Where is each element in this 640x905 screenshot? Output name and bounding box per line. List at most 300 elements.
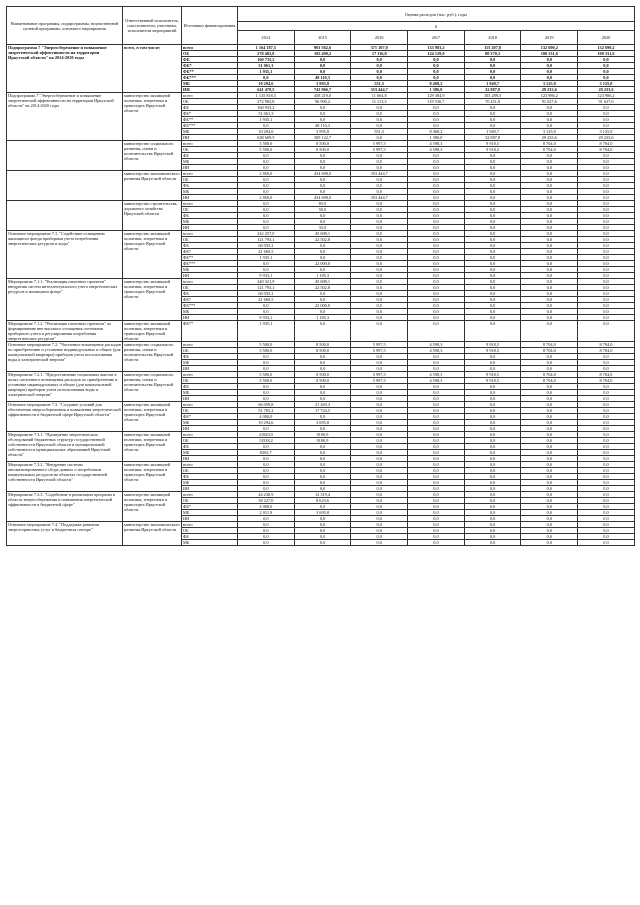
value-cell: 1 949,7 <box>464 129 521 135</box>
value-cell: 0,0 <box>238 201 295 207</box>
value-cell: 0,0 <box>408 153 465 159</box>
value-cell: 0,0 <box>351 360 408 366</box>
value-cell: 0,0 <box>351 201 408 207</box>
value-cell: 0,0 <box>578 303 635 309</box>
header-costs: Оценка расходов (тыс. руб.), годы <box>238 7 635 22</box>
value-cell: 0,0 <box>521 468 578 474</box>
value-cell: 0,0 <box>351 189 408 195</box>
value-cell: 0,0 <box>578 402 635 408</box>
value-cell: 0,0 <box>408 474 465 480</box>
value-cell: 0,0 <box>408 432 465 438</box>
value-cell: 8 704,0 <box>578 342 635 348</box>
value-cell: 458 219,0 <box>294 93 351 99</box>
value-cell: 0,0 <box>521 279 578 285</box>
value-cell: 9 933,1 <box>238 273 295 279</box>
value-cell: 0,0 <box>578 123 635 129</box>
value-cell: 0,0 <box>351 111 408 117</box>
value-cell: 0,0 <box>464 165 521 171</box>
funding-source-cell: ОБ <box>182 468 238 474</box>
value-cell: 0,0 <box>464 279 521 285</box>
value-cell: 0,0 <box>521 261 578 267</box>
program-name-cell <box>7 141 123 171</box>
value-cell: 0,0 <box>408 159 465 165</box>
value-cell: 5 997,5 <box>351 378 408 384</box>
value-cell: 0,0 <box>351 285 408 291</box>
value-cell: 8 623,6 <box>294 498 351 504</box>
value-cell: 0,0 <box>578 291 635 297</box>
value-cell: 0,0 <box>294 63 351 69</box>
value-cell: 0,0 <box>238 426 295 432</box>
value-cell: 0,0 <box>351 219 408 225</box>
value-cell: 0,0 <box>408 366 465 372</box>
value-cell: 901 562,6 <box>294 45 351 51</box>
value-cell: 0,0 <box>351 366 408 372</box>
value-cell: 0,0 <box>351 117 408 123</box>
header-program-name: Наименование программы, подпрограммы, ведомственной целевой программы, основного мероприятия <box>7 7 123 45</box>
value-cell: 0,0 <box>521 201 578 207</box>
funding-source-cell: МБ <box>182 450 238 456</box>
funding-source-cell: МБ <box>182 267 238 273</box>
value-cell: 434 698,0 <box>294 171 351 177</box>
funding-source-cell: МБ <box>182 480 238 486</box>
value-cell: 51 061,3 <box>238 63 295 69</box>
value-cell: 0,0 <box>464 492 521 498</box>
value-cell: 0,0 <box>578 408 635 414</box>
value-cell: 0,0 <box>351 183 408 189</box>
value-cell: 22 502,8 <box>294 285 351 291</box>
value-cell: 66 935,2 <box>238 243 295 249</box>
value-cell: 9 918,5 <box>464 342 521 348</box>
header-source: Источники финансирования <box>182 7 238 45</box>
value-cell: 0,0 <box>408 303 465 309</box>
value-cell: 0,0 <box>351 105 408 111</box>
header-year: 2020 <box>578 31 635 45</box>
value-cell: 0,0 <box>408 444 465 450</box>
value-cell: 0,0 <box>408 249 465 255</box>
value-cell: 0,0 <box>351 231 408 237</box>
value-cell: 0,0 <box>578 279 635 285</box>
value-cell: 0,0 <box>238 183 295 189</box>
value-cell: 0,0 <box>578 420 635 426</box>
value-cell: 0,0 <box>578 432 635 438</box>
value-cell: 0,0 <box>351 135 408 141</box>
funding-source-cell: ИИ <box>182 87 238 93</box>
value-cell: 48 110,3 <box>294 123 351 129</box>
value-cell: 0,0 <box>521 243 578 249</box>
value-cell: 41 660,5 <box>238 297 295 303</box>
value-cell: 0,0 <box>521 390 578 396</box>
value-cell: 0,0 <box>238 189 295 195</box>
value-cell: 0,0 <box>408 498 465 504</box>
value-cell: 1 164 187,5 <box>238 45 295 51</box>
value-cell: 0,0 <box>521 444 578 450</box>
value-cell: 0,0 <box>408 504 465 510</box>
value-cell: 0,0 <box>464 315 521 321</box>
value-cell: 0,0 <box>464 207 521 213</box>
value-cell: 0,0 <box>408 390 465 396</box>
value-cell: 121 793,1 <box>238 237 295 243</box>
funding-source-cell: ФБ <box>182 354 238 360</box>
value-cell: 0,0 <box>351 456 408 462</box>
funding-source-cell: ИИ <box>182 366 238 372</box>
value-cell: 5 997,5 <box>351 147 408 153</box>
value-cell: 0,0 <box>578 366 635 372</box>
header-year: 2014 <box>238 31 295 45</box>
funding-source-cell: ФБ* <box>182 504 238 510</box>
value-cell: 132 690,2 <box>521 45 578 51</box>
value-cell: 4 000,0 <box>238 414 295 420</box>
executor-cell: министерство экономического развития Иркутской области <box>123 522 182 546</box>
value-cell: 0,0 <box>521 321 578 342</box>
value-cell: 0,0 <box>294 297 351 303</box>
value-cell: 22 502,8 <box>294 237 351 243</box>
funding-source-cell: ФБ*** <box>182 75 238 81</box>
funding-source-cell: всего <box>182 342 238 348</box>
value-cell: 8 704,0 <box>578 378 635 384</box>
value-cell: 9 918,5 <box>464 147 521 153</box>
funding-source-cell: МБ <box>182 219 238 225</box>
funding-source-cell: ФБ*** <box>182 261 238 267</box>
executor-cell: всего, в том числе: <box>123 45 182 93</box>
value-cell: 0,0 <box>521 255 578 261</box>
value-cell: 0,0 <box>578 255 635 261</box>
header-year: 2018 <box>464 31 521 45</box>
value-cell: 0,0 <box>521 450 578 456</box>
value-cell: 0,0 <box>578 438 635 444</box>
value-cell: 0,0 <box>464 243 521 249</box>
value-cell: 0,0 <box>408 480 465 486</box>
value-cell: 160 735,2 <box>238 57 295 63</box>
program-name-cell: Мероприятие 7.1.1. "Реализация пилотных проектов" внедрения систем интеллектуального учета энергетических ресурсов в жилищном фонде" <box>7 279 123 321</box>
funding-source-cell: ИИ <box>182 273 238 279</box>
value-cell: 0,0 <box>464 57 521 63</box>
value-cell: 50,0 <box>294 207 351 213</box>
value-cell: 0,0 <box>294 462 351 468</box>
value-cell: 0,0 <box>521 384 578 390</box>
value-cell: 21820,9 <box>238 432 295 438</box>
value-cell: 0,0 <box>521 522 578 528</box>
funding-source-cell: МБ <box>182 510 238 516</box>
value-cell: 0,0 <box>351 384 408 390</box>
funding-source-cell: всего <box>182 201 238 207</box>
value-cell: 0,0 <box>521 480 578 486</box>
value-cell: 41 660,5 <box>238 249 295 255</box>
funding-source-cell: ФБ** <box>182 321 238 342</box>
value-cell: 0,0 <box>464 528 521 534</box>
value-cell: 4 598,3 <box>408 372 465 378</box>
header-year: 2017 <box>408 31 465 45</box>
value-cell: 0,0 <box>408 534 465 540</box>
value-cell: 0,0 <box>408 279 465 285</box>
value-cell: 0,0 <box>351 213 408 219</box>
value-cell: 0,0 <box>238 153 295 159</box>
value-cell: 0,0 <box>408 522 465 528</box>
value-cell: 51 061,3 <box>238 111 295 117</box>
value-cell: 0,0 <box>578 522 635 528</box>
value-cell: 21 420,3 <box>294 402 351 408</box>
value-cell: 3 995,8 <box>294 129 351 135</box>
value-cell: 0,0 <box>464 297 521 303</box>
funding-source-cell: всего <box>182 462 238 468</box>
value-cell: 1 386,0 <box>408 87 465 93</box>
value-cell: 0,0 <box>578 249 635 255</box>
value-cell: 51 765,2 <box>238 408 295 414</box>
value-cell: 0,0 <box>294 528 351 534</box>
value-cell: 0,0 <box>351 291 408 297</box>
value-cell: 0,0 <box>521 303 578 309</box>
value-cell: 0,0 <box>578 195 635 201</box>
value-cell: 0,0 <box>464 237 521 243</box>
value-cell: 3 125,0 <box>578 81 635 87</box>
header-year: 2016 <box>351 31 408 45</box>
value-cell: 2 869,0 <box>238 171 295 177</box>
value-cell: 0,0 <box>351 243 408 249</box>
funding-source-cell: МБ <box>182 540 238 546</box>
value-cell: 8 468,2 <box>408 129 465 135</box>
executor-cell: министерство жилищной политики, энергетики и транспорта Иркутской области <box>123 432 182 462</box>
value-cell: 0,0 <box>464 414 521 420</box>
value-cell: 0,0 <box>238 159 295 165</box>
value-cell: 0,0 <box>578 354 635 360</box>
value-cell: 0,0 <box>408 360 465 366</box>
value-cell: 0,0 <box>408 231 465 237</box>
value-cell: 0,0 <box>521 528 578 534</box>
value-cell: 85,0 <box>294 201 351 207</box>
value-cell: 0,0 <box>294 267 351 273</box>
value-cell: 0,0 <box>351 492 408 498</box>
value-cell: 0,0 <box>578 360 635 366</box>
value-cell: 1 935,1 <box>238 69 295 75</box>
value-cell: 0,0 <box>294 516 351 522</box>
value-cell: 0,0 <box>464 63 521 69</box>
value-cell: 0,0 <box>351 486 408 492</box>
value-cell: 0,0 <box>408 468 465 474</box>
funding-source-cell: МБ <box>182 81 238 87</box>
value-cell: 133 983,2 <box>408 45 465 51</box>
funding-source-cell: ОБ <box>182 237 238 243</box>
value-cell: 0,0 <box>351 390 408 396</box>
value-cell: 0,0 <box>464 249 521 255</box>
value-cell: 8 500,0 <box>294 147 351 153</box>
value-cell: 29 233,6 <box>521 87 578 93</box>
value-cell: 0,0 <box>521 123 578 129</box>
executor-cell: министерство жилищной политики, энергетики и транспорта Иркутской области <box>123 492 182 522</box>
value-cell: 0,0 <box>294 159 351 165</box>
value-cell: 9 918,5 <box>464 141 521 147</box>
value-cell: 0,0 <box>351 354 408 360</box>
value-cell: 0,0 <box>294 414 351 420</box>
funding-source-cell: ИИ <box>182 456 238 462</box>
value-cell: 0,0 <box>408 420 465 426</box>
value-cell: 0,0 <box>351 261 408 267</box>
value-cell: 0,0 <box>408 237 465 243</box>
value-cell: 5 500,0 <box>238 342 295 348</box>
value-cell: 0,0 <box>408 183 465 189</box>
value-cell: 4 598,3 <box>408 342 465 348</box>
value-cell: 0,0 <box>464 402 521 408</box>
value-cell: 0,0 <box>351 510 408 516</box>
value-cell: 9 933,1 <box>238 315 295 321</box>
value-cell: 0,0 <box>521 111 578 117</box>
value-cell: 0,0 <box>521 516 578 522</box>
value-cell: 0,0 <box>578 57 635 63</box>
value-cell: 9100,9 <box>294 438 351 444</box>
value-cell: 8 704,0 <box>521 147 578 153</box>
value-cell: 0,0 <box>408 438 465 444</box>
value-cell: 4 000,0 <box>238 504 295 510</box>
program-name-cell: Мероприятие 7.1.2. "Реализация пилотных проектов" по формированию вне высокого оснащения системами приборного учета и регулирования потребления энергетических ресурсов" <box>7 321 123 342</box>
value-cell: 0,0 <box>464 540 521 546</box>
value-cell: 0,0 <box>464 105 521 111</box>
funding-source-cell: ФБ*** <box>182 303 238 309</box>
value-cell: 0,0 <box>464 462 521 468</box>
value-cell: 0,0 <box>464 321 521 342</box>
value-cell: 0,0 <box>464 384 521 390</box>
value-cell: 0,0 <box>578 183 635 189</box>
value-cell: 0,0 <box>521 354 578 360</box>
value-cell: 0,0 <box>521 165 578 171</box>
header-executor: Ответственный исполнитель, соисполнители, участники, исполнители мероприятий <box>123 7 182 45</box>
funding-source-cell: ФБ <box>182 444 238 450</box>
value-cell: 0,0 <box>578 321 635 342</box>
value-cell: 0,0 <box>521 438 578 444</box>
value-cell: 0,0 <box>408 225 465 231</box>
value-cell: 0,0 <box>408 261 465 267</box>
value-cell: 0,0 <box>294 444 351 450</box>
value-cell: 0,0 <box>238 177 295 183</box>
value-cell: 5 997,5 <box>351 348 408 354</box>
value-cell: 0,0 <box>464 480 521 486</box>
value-cell: 0,0 <box>578 69 635 75</box>
funding-source-cell: всего <box>182 522 238 528</box>
value-cell: 0,0 <box>294 426 351 432</box>
value-cell: 0,0 <box>464 267 521 273</box>
value-cell: 0,0 <box>351 75 408 81</box>
value-cell: 0,0 <box>238 225 295 231</box>
value-cell: 0,0 <box>238 534 295 540</box>
value-cell: 0,0 <box>294 354 351 360</box>
funding-source-cell: МБ <box>182 159 238 165</box>
value-cell: 5 500,0 <box>238 141 295 147</box>
value-cell: 0,0 <box>464 456 521 462</box>
value-cell: 0,0 <box>351 528 408 534</box>
value-cell: 0,0 <box>408 321 465 342</box>
value-cell: 0,0 <box>464 231 521 237</box>
value-cell: 0,0 <box>521 195 578 201</box>
value-cell: 0,0 <box>351 315 408 321</box>
value-cell: 0,0 <box>408 69 465 75</box>
value-cell: 0,0 <box>464 123 521 129</box>
value-cell: 0,0 <box>464 486 521 492</box>
value-cell: 0,0 <box>521 408 578 414</box>
value-cell: 0,0 <box>578 171 635 177</box>
value-cell: 0,0 <box>578 243 635 249</box>
value-cell: 0,0 <box>408 486 465 492</box>
value-cell: 0,0 <box>294 213 351 219</box>
value-cell: 0,0 <box>521 498 578 504</box>
value-cell: 29 233,6 <box>521 135 578 141</box>
value-cell: 29 233,6 <box>578 87 635 93</box>
value-cell: 0,0 <box>294 534 351 540</box>
value-cell: 0,0 <box>351 321 408 342</box>
funding-source-cell: МБ <box>182 390 238 396</box>
value-cell: 0,0 <box>408 189 465 195</box>
value-cell: 0,0 <box>408 243 465 249</box>
value-cell: 0,0 <box>238 456 295 462</box>
value-cell: 0,0 <box>351 309 408 315</box>
value-cell: 0,0 <box>294 360 351 366</box>
value-cell: 0,0 <box>351 420 408 426</box>
value-cell: 1 935,1 <box>238 117 295 123</box>
funding-source-cell: ОБ <box>182 207 238 213</box>
value-cell: 0,0 <box>351 207 408 213</box>
value-cell: 8 704,0 <box>521 372 578 378</box>
value-cell: 0,0 <box>351 402 408 408</box>
value-cell: 0,0 <box>238 396 295 402</box>
executor-cell: министерство экономического развития Иркутской области <box>123 171 182 201</box>
value-cell: 240 321,9 <box>238 279 295 285</box>
funding-source-cell: всего <box>182 171 238 177</box>
value-cell: 32 887,8 <box>464 87 521 93</box>
funding-source-cell: ФБ <box>182 384 238 390</box>
funding-source-cell: ИИ <box>182 486 238 492</box>
funding-source-cell: всего <box>182 231 238 237</box>
value-cell: 0,0 <box>408 456 465 462</box>
value-cell: 242 257,0 <box>238 231 295 237</box>
value-cell: 0,0 <box>521 273 578 279</box>
value-cell: 4 598,3 <box>408 378 465 384</box>
value-cell: 0,0 <box>464 510 521 516</box>
value-cell: 0,0 <box>408 117 465 123</box>
value-cell: 0,0 <box>578 498 635 504</box>
funding-source-cell: всего <box>182 432 238 438</box>
value-cell: 0,0 <box>408 123 465 129</box>
value-cell: 0,0 <box>521 297 578 303</box>
value-cell: 5 997,5 <box>351 372 408 378</box>
funding-source-cell: всего <box>182 141 238 147</box>
executor-cell: министерство жилищной политики, энергетики и транспорта Иркутской области <box>123 279 182 321</box>
value-cell: 160 935,2 <box>238 105 295 111</box>
program-name-cell: Мероприятие 7.3.3. "Содействие в реализации программ в области энергосбережения и повышения энергетической эффективности в бюджетной сфере" <box>7 492 123 522</box>
value-cell: 353 444,7 <box>351 195 408 201</box>
value-cell: 8 500,0 <box>294 348 351 354</box>
value-cell: 8 704,0 <box>578 372 635 378</box>
value-cell: 0,0 <box>578 177 635 183</box>
value-cell: 9 918,5 <box>464 372 521 378</box>
value-cell: 0,0 <box>521 432 578 438</box>
value-cell: 0,0 <box>351 462 408 468</box>
value-cell: 0,0 <box>521 402 578 408</box>
program-name-cell: Основное мероприятие 7.3. "Создание условий для обеспечения энергосбережения и повышения энергетической эффективности в бюджетной сфере Иркутской области" <box>7 402 123 432</box>
value-cell: 0,0 <box>578 273 635 279</box>
value-cell: 8 704,0 <box>521 342 578 348</box>
value-cell: 0,0 <box>408 426 465 432</box>
value-cell: 5 997,5 <box>351 342 408 348</box>
funding-source-cell: ФБ** <box>182 255 238 261</box>
value-cell: 103 289,3 <box>464 93 521 99</box>
value-cell: 8 704,0 <box>521 378 578 384</box>
funding-source-cell: всего <box>182 402 238 408</box>
value-cell: 4 598,3 <box>408 141 465 147</box>
value-cell: 0,0 <box>578 309 635 315</box>
value-cell: 0,0 <box>464 360 521 366</box>
value-cell: 0,0 <box>578 504 635 510</box>
value-cell: 0,0 <box>294 105 351 111</box>
budget-table <box>6 6 635 546</box>
value-cell: 0,0 <box>294 486 351 492</box>
value-cell: 0,0 <box>351 273 408 279</box>
value-cell: 0,0 <box>464 438 521 444</box>
